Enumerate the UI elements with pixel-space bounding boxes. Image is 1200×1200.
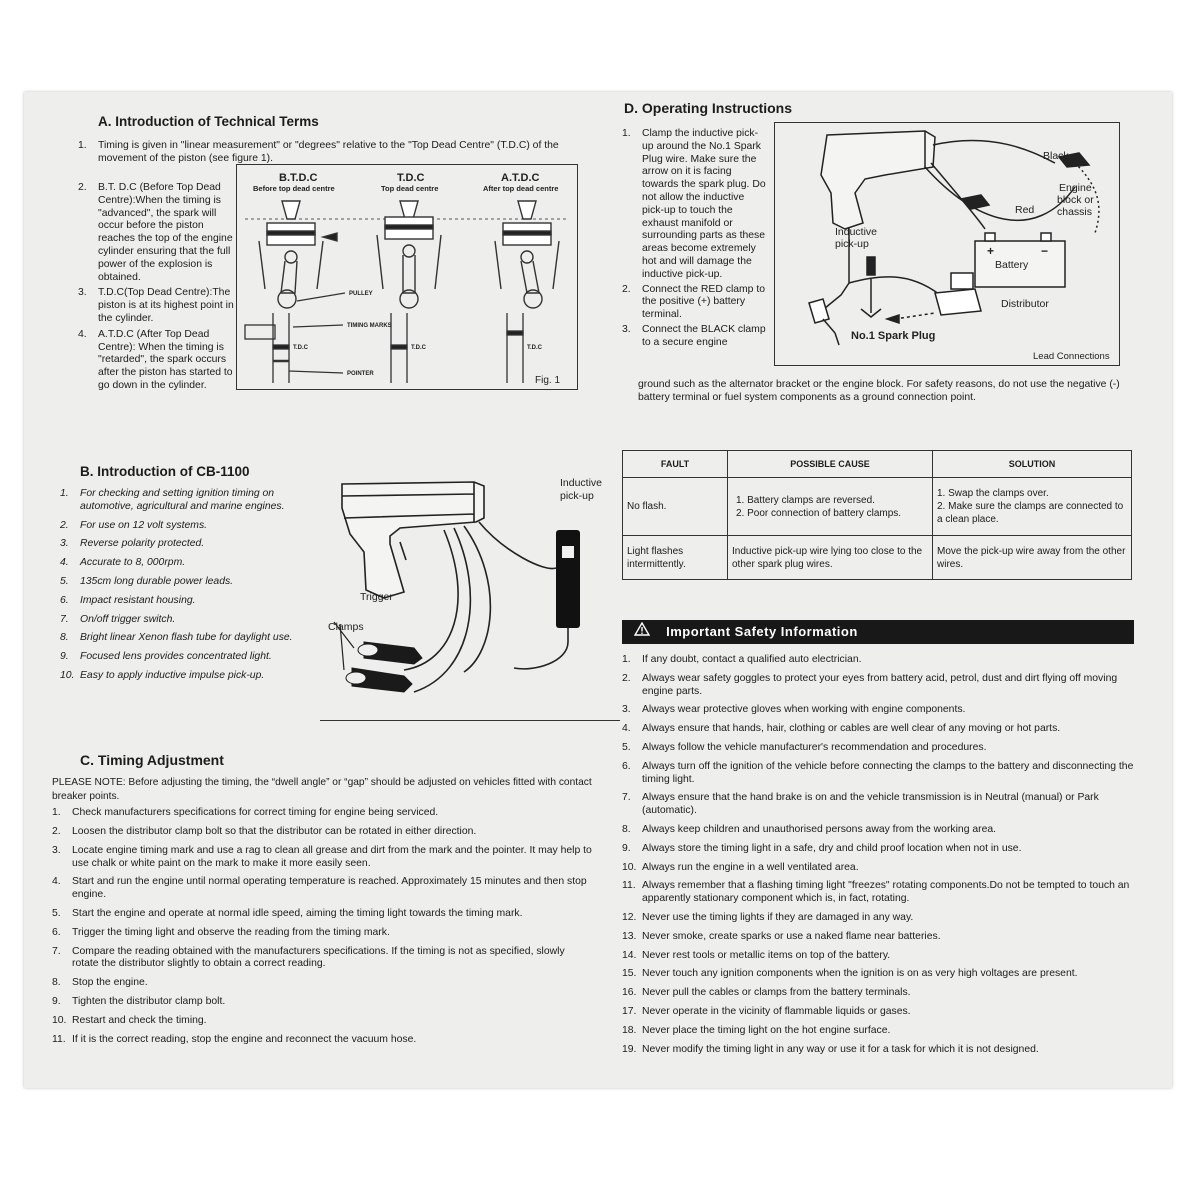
- list-item: 3. Always wear protective gloves when working with engine components.: [622, 704, 966, 716]
- list-item: 7. On/off trigger switch.: [60, 613, 176, 625]
- minus-sign: −: [1041, 244, 1049, 258]
- spark-plug-label: No.1 Spark Plug: [851, 330, 936, 342]
- table-row: [623, 536, 1132, 580]
- list-item: 2. Connect the RED clamp to the positive (+) battery terminal.: [622, 283, 766, 321]
- trigger-label: Trigger: [360, 591, 393, 603]
- list-item: 19. Never modify the timing light in any way or use it for a task for which it is not designed.: [622, 1043, 1039, 1055]
- figure-1: [236, 164, 578, 390]
- list-item: 8. Always keep children and unauthorised persons away from the working area.: [622, 823, 997, 835]
- warning-icon: [632, 620, 652, 644]
- header-fault: FAULT: [623, 451, 728, 478]
- red-label: Red: [1015, 204, 1035, 216]
- atdc-sub: After top dead centre: [483, 184, 559, 193]
- safety-title: Important Safety Information: [666, 624, 858, 639]
- list-item: 14. Never rest tools or metallic items on top of the battery.: [622, 949, 891, 961]
- list-item: 2. For use on 12 volt systems.: [60, 519, 208, 531]
- list-item: 1. Check manufacturers specifications for correct timing for engine being serviced.: [52, 807, 439, 819]
- piston-btdc: [259, 201, 323, 308]
- list-item: 7. Always ensure that the hand brake is on and the vehicle transmission is in Neutral (manual) or Park (automatic).: [622, 792, 1099, 817]
- list-item: 13. Never smoke, create sparks or use a naked flame near batteries.: [622, 930, 941, 942]
- timing-marks-label: TIMING MARKS: [347, 323, 392, 329]
- section-d-step3-continued: ground such as the alternator bracket or the engine block. For safety reasons, do not use the negative (-) battery terminal or fuel system components as a ground connection point.: [638, 379, 1120, 403]
- list-item: 5. 135cm long durable power leads.: [60, 575, 234, 587]
- solution-cell: Move the pick-up wire away from the other wires.: [933, 536, 1132, 580]
- list-item: 6. Impact resistant housing.: [60, 594, 196, 606]
- list-item: 6. Always turn off the ignition of the vehicle before connecting the clamps to the battery and disconnecting the timing light.: [622, 760, 1134, 785]
- distributor-label: Distributor: [1001, 298, 1049, 310]
- inductive-pickup-label-2: pick-up: [835, 238, 869, 250]
- section-b-features: [60, 488, 316, 689]
- section-a-title: A. Introduction of Technical Terms: [98, 114, 319, 129]
- list-item: 3. Connect the BLACK clamp to a secure engine: [622, 323, 766, 348]
- table-header-row: [623, 451, 1132, 478]
- solution-cell: 1. Swap the clamps over. 2. Make sure the clamps are connected to a clean place.: [933, 478, 1132, 536]
- atdc-label: A.T.D.C: [501, 172, 540, 184]
- list-item: 2. Always wear safety goggles to protect your eyes from battery acid, petrol, dust and dirt flying off moving engine parts.: [622, 672, 1118, 697]
- timing-note: PLEASE NOTE: Before adjusting the timing, the “dwell angle” or “gap” should be adjusted on vehicles fitted with contact breaker points.: [52, 777, 592, 802]
- fig-caption: Fig. 1: [535, 375, 561, 386]
- list-item: 2. Loosen the distributor clamp bolt so that the distributor can be rotated in either direction.: [52, 825, 477, 837]
- list-item: 10. Easy to apply inductive impulse pick-up.: [60, 669, 265, 681]
- plus-sign: +: [987, 244, 995, 258]
- manual-sheet: [24, 92, 1172, 1088]
- engine-label-3: chassis: [1057, 206, 1093, 218]
- list-item: 11. Always remember that a flashing timing light "freezes" rotating components.Do not be tempted to touch an apparently stationary component which is, in fact, rotating.: [622, 880, 1130, 905]
- btdc-label: B.T.D.C: [279, 172, 318, 184]
- list-item: 4. Start and run the engine until normal operating temperature is reached. Approximately 15 minutes and then stop engine.: [52, 876, 587, 901]
- black-label: Black: [1043, 150, 1069, 162]
- list-item: 1. If any doubt, contact a qualified auto electrician.: [622, 654, 862, 665]
- list-item: 7. Compare the reading obtained with the manufacturers specifications. If the timing is not as specified, slowly rotate the distributor slightly to obtain a correct reading.: [52, 945, 565, 970]
- list-item: 5. Start the engine and operate at normal idle speed, aiming the timing light towards the timing mark.: [52, 907, 523, 919]
- list-item: 1. For checking and setting ignition timing on automotive, agricultural and marine engines.: [60, 488, 285, 512]
- list-item: 3. Reverse polarity protected.: [60, 538, 205, 550]
- list-item: 18. Never place the timing light on the hot engine surface.: [622, 1024, 891, 1036]
- table-row: [623, 478, 1132, 536]
- list-item: 1. Timing is given in "linear measurement" or "degrees" relative to the "Top Dead Centre" (T.D.C) of the movement of the piston (see figure 1).: [78, 140, 559, 164]
- list-item: 3. T.D.C(Top Dead Centre):The piston is at its highest point in the cylinder.: [78, 287, 234, 324]
- list-item: 10. Restart and check the timing.: [52, 1014, 207, 1026]
- engine-label-2: block or: [1057, 194, 1094, 206]
- inductive-label: Inductive: [560, 477, 603, 489]
- piston-atdc: [495, 201, 559, 308]
- cause-cell: Inductive pick-up wire lying too close to the other spark plug wires.: [728, 536, 933, 580]
- list-item: 9. Tighten the distributor clamp bolt.: [52, 995, 226, 1007]
- tdc-sub: Top dead centre: [381, 184, 439, 193]
- tdc-mark-3: T.D.C: [527, 345, 542, 351]
- list-item: 2. B.T. D.C (Before Top Dead Centre):When the timing is "advanced", the spark will occur before the piston reaches the top of the engine cylinder ensuring that the full power of the explosion is obtained.: [78, 182, 233, 283]
- list-item: 1. Clamp the inductive pick-up around the No.1 Spark Plug wire. Make sure the arrow on it is facing towards the spark plug. Do not allow the inductive pick-up to touch the exhaust manifold or surrounding parts as these areas become extremely hot and will damage the inductive pick-up.: [622, 128, 766, 280]
- header-solution: SOLUTION: [933, 451, 1132, 478]
- list-item: 6. Trigger the timing light and observe the reading from the timing mark.: [52, 926, 390, 938]
- section-a-terms: [78, 182, 238, 396]
- section-c-body: [52, 776, 592, 1052]
- list-item: 5. Always follow the vehicle manufacturer's recommendation and procedures.: [622, 741, 987, 753]
- clamps-label: Clamps: [328, 621, 364, 633]
- tdc-mark-2: T.D.C: [411, 345, 426, 351]
- lead-connections-caption: Lead Connections: [1033, 351, 1110, 362]
- pulley-label: PULLEY: [349, 291, 373, 297]
- safety-header: [622, 620, 1134, 644]
- battery-label: Battery: [995, 259, 1029, 271]
- list-item: 4. A.T.D.C (After Top Dead Centre): When the timing is "retarded", the spark occurs after the piston has started to go down in the cylinder.: [78, 328, 233, 391]
- fault-cell: Light flashes intermittently.: [623, 536, 728, 580]
- section-d-title: D. Operating Instructions: [624, 100, 793, 116]
- list-item: 12. Never use the timing lights if they are damaged in any way.: [622, 911, 914, 923]
- cause-cell: 1. Battery clamps are reversed. 2. Poor connection of battery clamps.: [728, 478, 933, 536]
- list-item: 4. Always ensure that hands, hair, clothing or cables are well clear of any moving or hot parts.: [622, 723, 1061, 735]
- list-item: 11. If it is the correct reading, stop the engine and reconnect the vacuum hose.: [52, 1033, 417, 1045]
- piston-tdc: [377, 201, 441, 308]
- list-item: 4. Accurate to 8, 000rpm.: [60, 557, 186, 569]
- list-item: 3. Locate engine timing mark and use a rag to clean all grease and dirt from the mark and the pointer. It may help to use chalk or white paint on the mark to make it more easily seen.: [52, 844, 592, 869]
- list-item: 10. Always run the engine in a well ventilated area.: [622, 861, 859, 873]
- safety-list: [622, 654, 1134, 1062]
- divider: [320, 720, 620, 721]
- pointer-label: POINTER: [347, 371, 374, 377]
- pickup-label: pick-up: [560, 490, 594, 502]
- section-d-steps: [622, 128, 768, 352]
- list-item: 9. Always store the timing light in a safe, dry and child proof location when not in use.: [622, 842, 1022, 854]
- list-item: 9. Focused lens provides concentrated light.: [60, 651, 272, 663]
- inductive-pickup-label-1: Inductive: [835, 226, 878, 238]
- list-item: 8. Bright linear Xenon flash tube for daylight use.: [60, 632, 293, 644]
- piston-diagram: [237, 165, 577, 389]
- fault-cell: No flash.: [623, 478, 728, 536]
- list-item: 15. Never touch any ignition components when the ignition is on as very high voltages are present.: [622, 968, 1078, 980]
- section-b-title: B. Introduction of CB-1100: [80, 464, 250, 479]
- list-item: 16. Never pull the cables or clamps from the battery terminals.: [622, 987, 911, 999]
- fault-table: [622, 450, 1132, 580]
- section-c-title: C. Timing Adjustment: [80, 752, 224, 768]
- list-item: 8. Stop the engine.: [52, 977, 148, 989]
- btdc-sub: Before top dead centre: [253, 184, 335, 193]
- lead-connection-diagram: [774, 122, 1120, 366]
- tdc-label: T.D.C: [397, 172, 425, 184]
- header-cause: POSSIBLE CAUSE: [728, 451, 933, 478]
- tdc-mark-1: T.D.C: [293, 345, 308, 351]
- engine-label-1: Engine: [1059, 182, 1092, 194]
- list-item: 17. Never operate in the vicinity of flammable liquids or gases.: [622, 1005, 911, 1017]
